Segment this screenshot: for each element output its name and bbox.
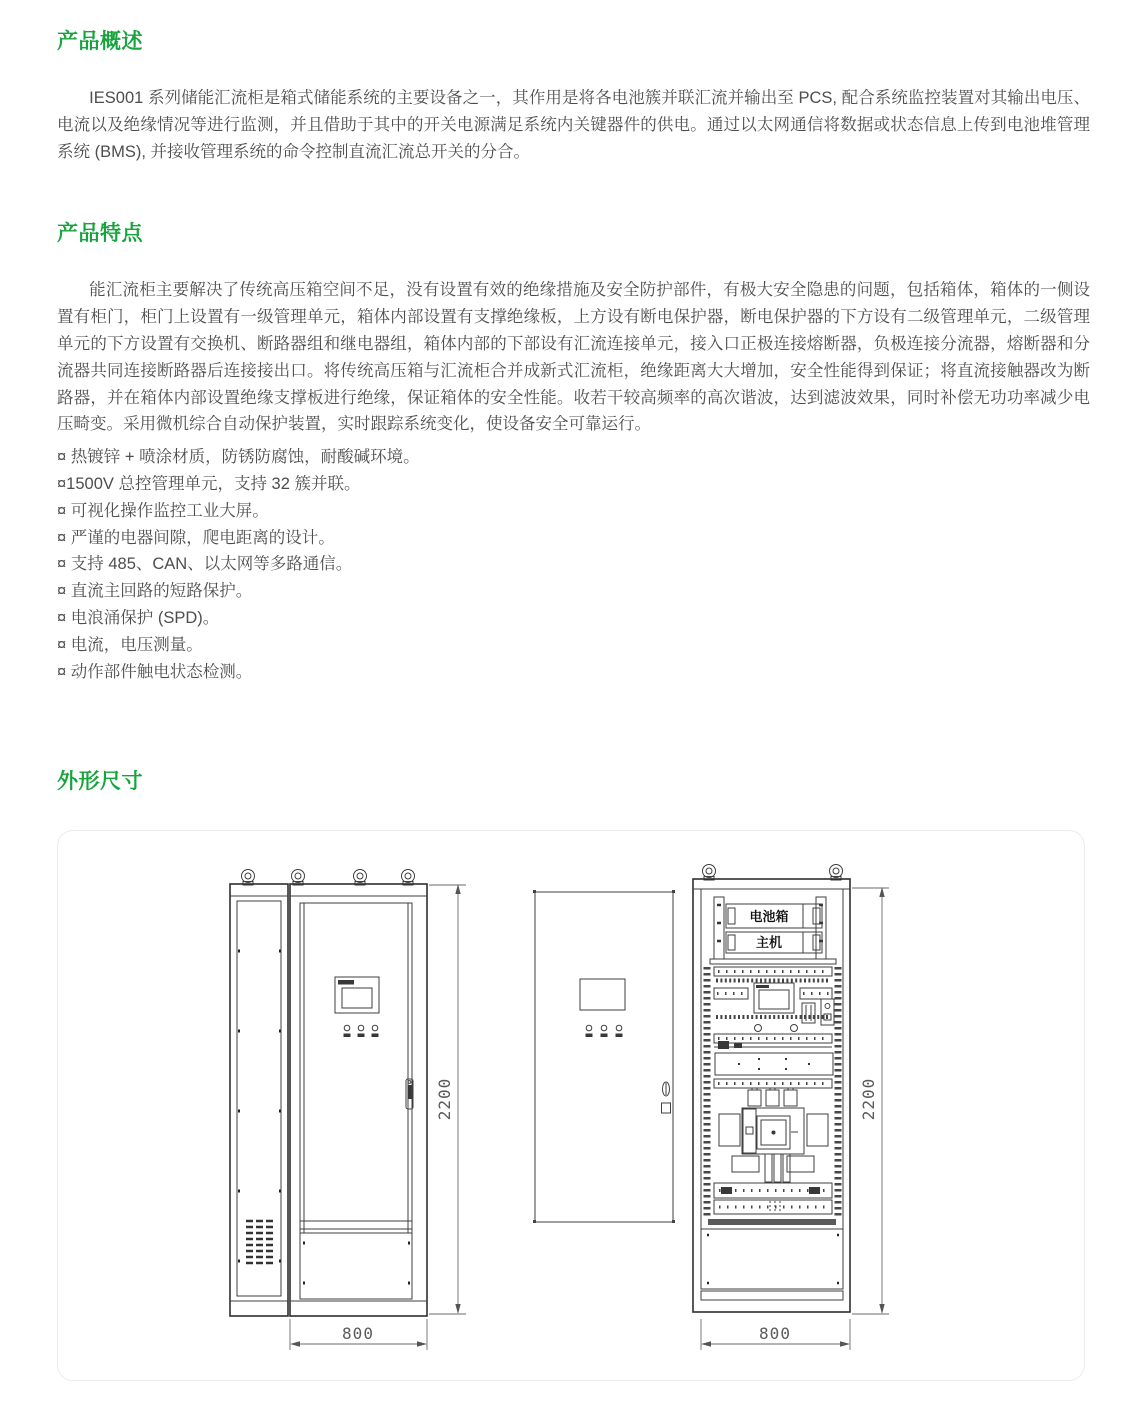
- feature-item: ¤ 可视化操作监控工业大屏。: [57, 501, 269, 520]
- feature-item: ¤ 热镀锌 + 喷涂材质，防锈防腐蚀，耐酸碱环境。: [57, 448, 420, 467]
- dimensions-section-title: 外形尺寸: [57, 770, 143, 794]
- height-dim-label: 2200: [435, 1078, 454, 1121]
- features-section-title: 产品特点: [57, 222, 143, 246]
- front-view-left-cabinet: [230, 870, 466, 1351]
- dimension-drawing-panel: [57, 830, 1085, 1381]
- feature-item: ¤ 电浪涌保护 (SPD)。: [57, 608, 220, 627]
- feature-item: ¤ 支持 485、CAN、以太网等多路通信。: [57, 555, 353, 574]
- front-view-height-dimension: [429, 884, 466, 1314]
- internal-view-width-dimension: [701, 1319, 850, 1350]
- internal-view-cabinet: [693, 865, 889, 1351]
- internal-display: [754, 983, 794, 1013]
- feature-list: [57, 444, 1090, 685]
- features-paragraph: 能汇流柜主要解决了传统高压箱空间不足，没有设置有效的绝缘措施及安全防护部件，有极大安全隐患的问题，包括箱体，箱体的一侧设置有柜门，柜门上设置有一级管理单元，箱体内部设置有支撑绝缘板，上方设有断电保护器，断电保护器的下方设有二级管理单元，二级管理单元的下方设置有交换机、断路器组和继电器组，箱体内部的下部设有汇流连接单元，接入口正极连接熔断器，负极连接分流器，熔断器和分流器共同连接断路器后连接接出口。将传统高压箱与汇流柜合并成新式汇流柜，绝缘距离大大增加，安全性能得到保证；将直流接触器改为断路器，并在箱体内部设置绝缘支撑板进行绝缘，保证箱体的安全性能。收若干较高频率的高次谐波，达到滤波效果，同时补偿无功功率减少电压畸变。采用微机综合自动保护装置，实时跟踪系统变化，使设备安全可靠运行。: [57, 281, 1090, 434]
- rack-label-host: 主机: [755, 935, 783, 951]
- width-dim-label: 800: [759, 1324, 791, 1344]
- rack-unit-battery-box: [726, 904, 822, 928]
- din-breakers: [802, 999, 834, 1025]
- rack-unit-host: [726, 932, 822, 953]
- indicator-lights: [586, 1026, 623, 1038]
- door-handle: [662, 1082, 671, 1113]
- feature-item: ¤1500V 总控管理单元，支持 32 簇并联。: [57, 474, 361, 493]
- overview-paragraph: IES001 系列储能汇流柜是箱式储能系统的主要设备之一，其作用是将各电池簇并联汇流并输出至 PCS, 配合系统监控装置对其输出电压、电流以及绝缘情况等进行监测，并且借助于其中的开关电源满足系统内关键器件的供电。通过以太网通信将数据或状态信息上传到电池堆管理系统 (BMS), 并接收管理系统的命令控制直流汇流总开关的分合。: [57, 89, 1090, 161]
- feature-item: ¤ 电流，电压测量。: [57, 635, 203, 654]
- cabinet-dimension-drawing: [58, 831, 1084, 1380]
- vent-louvers: [246, 1221, 273, 1263]
- internal-view-height-dimension: [852, 887, 889, 1314]
- rack-label-battery-box: 电池箱: [749, 909, 789, 925]
- overview-section-title: 产品概述: [57, 30, 143, 53]
- door-panel-view: [533, 890, 675, 1223]
- width-dim-label: 800: [342, 1324, 374, 1344]
- feature-item: ¤ 动作部件触电状态检测。: [57, 662, 253, 681]
- feature-item: ¤ 直流主回路的短路保护。: [57, 582, 253, 601]
- feature-item: ¤ 严谨的电器间隙，爬电距离的设计。: [57, 528, 335, 547]
- busbar-drops: [732, 1154, 814, 1182]
- main-breaker-assembly: [719, 1108, 828, 1154]
- fuse-group: [748, 1088, 797, 1106]
- indicator-lights: [344, 1026, 379, 1038]
- hmi-display: [335, 977, 379, 1013]
- front-view-width-dimension: [290, 1319, 427, 1350]
- hmi-display: [580, 979, 625, 1010]
- height-dim-label: 2200: [859, 1078, 878, 1121]
